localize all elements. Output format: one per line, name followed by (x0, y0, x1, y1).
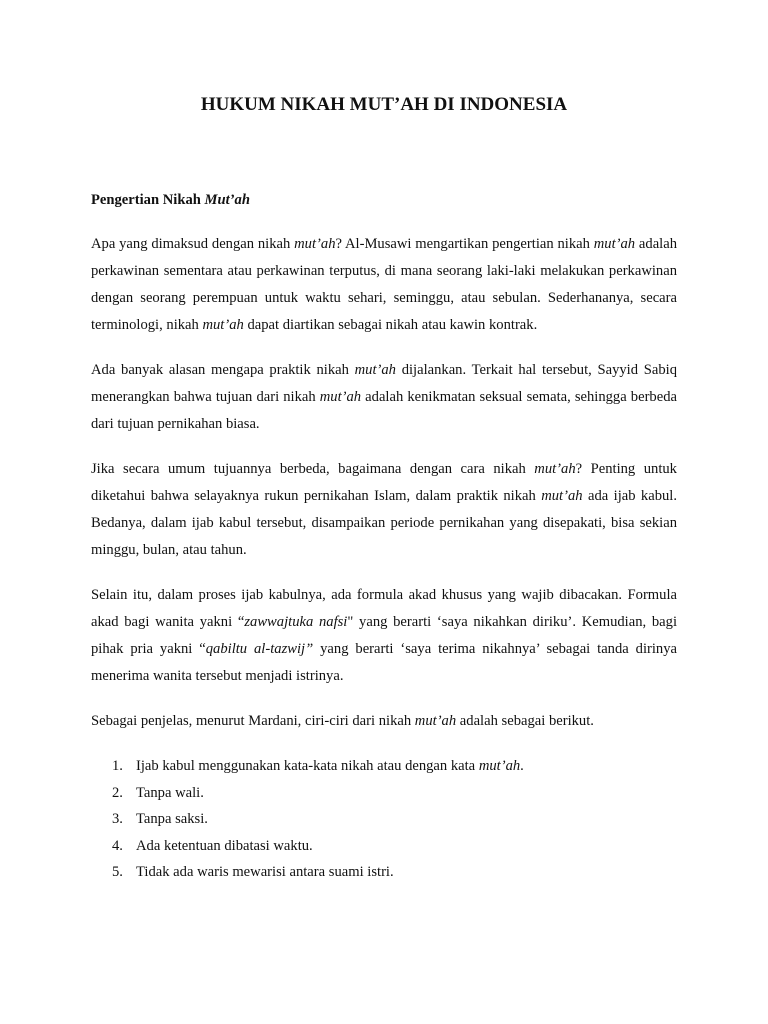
italic-term: mut’ah (541, 488, 583, 504)
italic-term: mut’ah (354, 362, 396, 378)
list-text: Ijab kabul menggunakan kata-kata nikah atau dengan kata mut’ah. (136, 758, 524, 774)
italic-term: zawwajtuka nafsi (244, 614, 348, 630)
paragraph: Selain itu, dalam proses ijab kabulnya, ada formula akad khusus yang wajib dibacakan. Formula akad bagi wanita yakni “zawwajtuka nafsi" yang berarti ‘saya nikahkan diriku’. Kemudian, bagi pihak pria yakni “qabiltu al-tazwij” yang berarti ‘saya terima nikahnya’ sebagai tanda dirinya menerima wanita tersebut menjadi istrinya. (91, 587, 678, 684)
section-heading-italic: Mut’ah (204, 192, 250, 208)
italic-term: mut’ah (294, 236, 336, 252)
list-number: 5. (112, 864, 123, 880)
list-text: Tanpa saksi. (136, 811, 208, 827)
document-body (91, 187, 677, 886)
italic-term: qabiltu al-tazwij” (205, 641, 314, 657)
list-item (91, 806, 677, 833)
characteristics-list (91, 753, 677, 886)
italic-term: mut’ah (319, 389, 362, 405)
paragraph: Apa yang dimaksud dengan nikah mut’ah? Al-Musawi mengartikan pengertian nikah mut’ah adalah perkawinan sementara atau perkawinan terputus, di mana seorang laki-laki melakukan perkawinan dengan seorang perempuan untuk waktu sehari, seminggu, atau sebulan. Sederhananya, secara terminologi, nikah mut’ah dapat diartikan sebagai nikah atau kawin kontrak. (91, 236, 678, 333)
list-item (91, 833, 677, 860)
section-heading (91, 187, 677, 214)
list-item (91, 753, 677, 780)
section-heading-text: Pengertian Nikah (91, 192, 205, 208)
list-item (91, 780, 677, 807)
list-number: 4. (112, 837, 123, 854)
italic-term: mut’ah (478, 758, 521, 774)
italic-term: mut’ah (414, 713, 457, 729)
list-item (91, 859, 677, 886)
italic-term: mut’ah (534, 461, 576, 477)
paragraph: Ada banyak alasan mengapa praktik nikah mut’ah dijalankan. Terkait hal tersebut, Sayyid Sabiq menerangkan bahwa tujuan dari nikah mut’ah adalah kenikmatan seksual semata, sehingga berbeda dari tujuan pernikahan biasa. (91, 362, 677, 432)
list-number: 3. (112, 811, 123, 827)
list-text: Ada ketentuan dibatasi waktu. (136, 837, 313, 854)
list-number: 2. (112, 784, 123, 801)
list-text: Tidak ada waris mewarisi antara suami istri. (136, 864, 394, 880)
document-title: HUKUM NIKAH MUT’AH DI INDONESIA (200, 94, 568, 115)
list-text: Tanpa wali. (136, 784, 204, 801)
italic-term: mut’ah (202, 317, 244, 333)
italic-term: mut’ah (593, 236, 636, 252)
list-number: 1. (112, 758, 123, 774)
paragraph: Sebagai penjelas, menurut Mardani, ciri-ciri dari nikah mut’ah adalah sebagai berikut. (91, 713, 594, 729)
paragraph: Jika secara umum tujuannya berbeda, bagaimana dengan cara nikah mut’ah? Penting untuk diketahui bahwa selayaknya rukun pernikahan Islam, dalam praktik nikah mut’ah ada ijab kabul. Bedanya, dalam ijab kabul tersebut, disampaikan periode pernikahan yang disepakati, bisa sekian minggu, bulan, atau tahun. (91, 461, 677, 558)
